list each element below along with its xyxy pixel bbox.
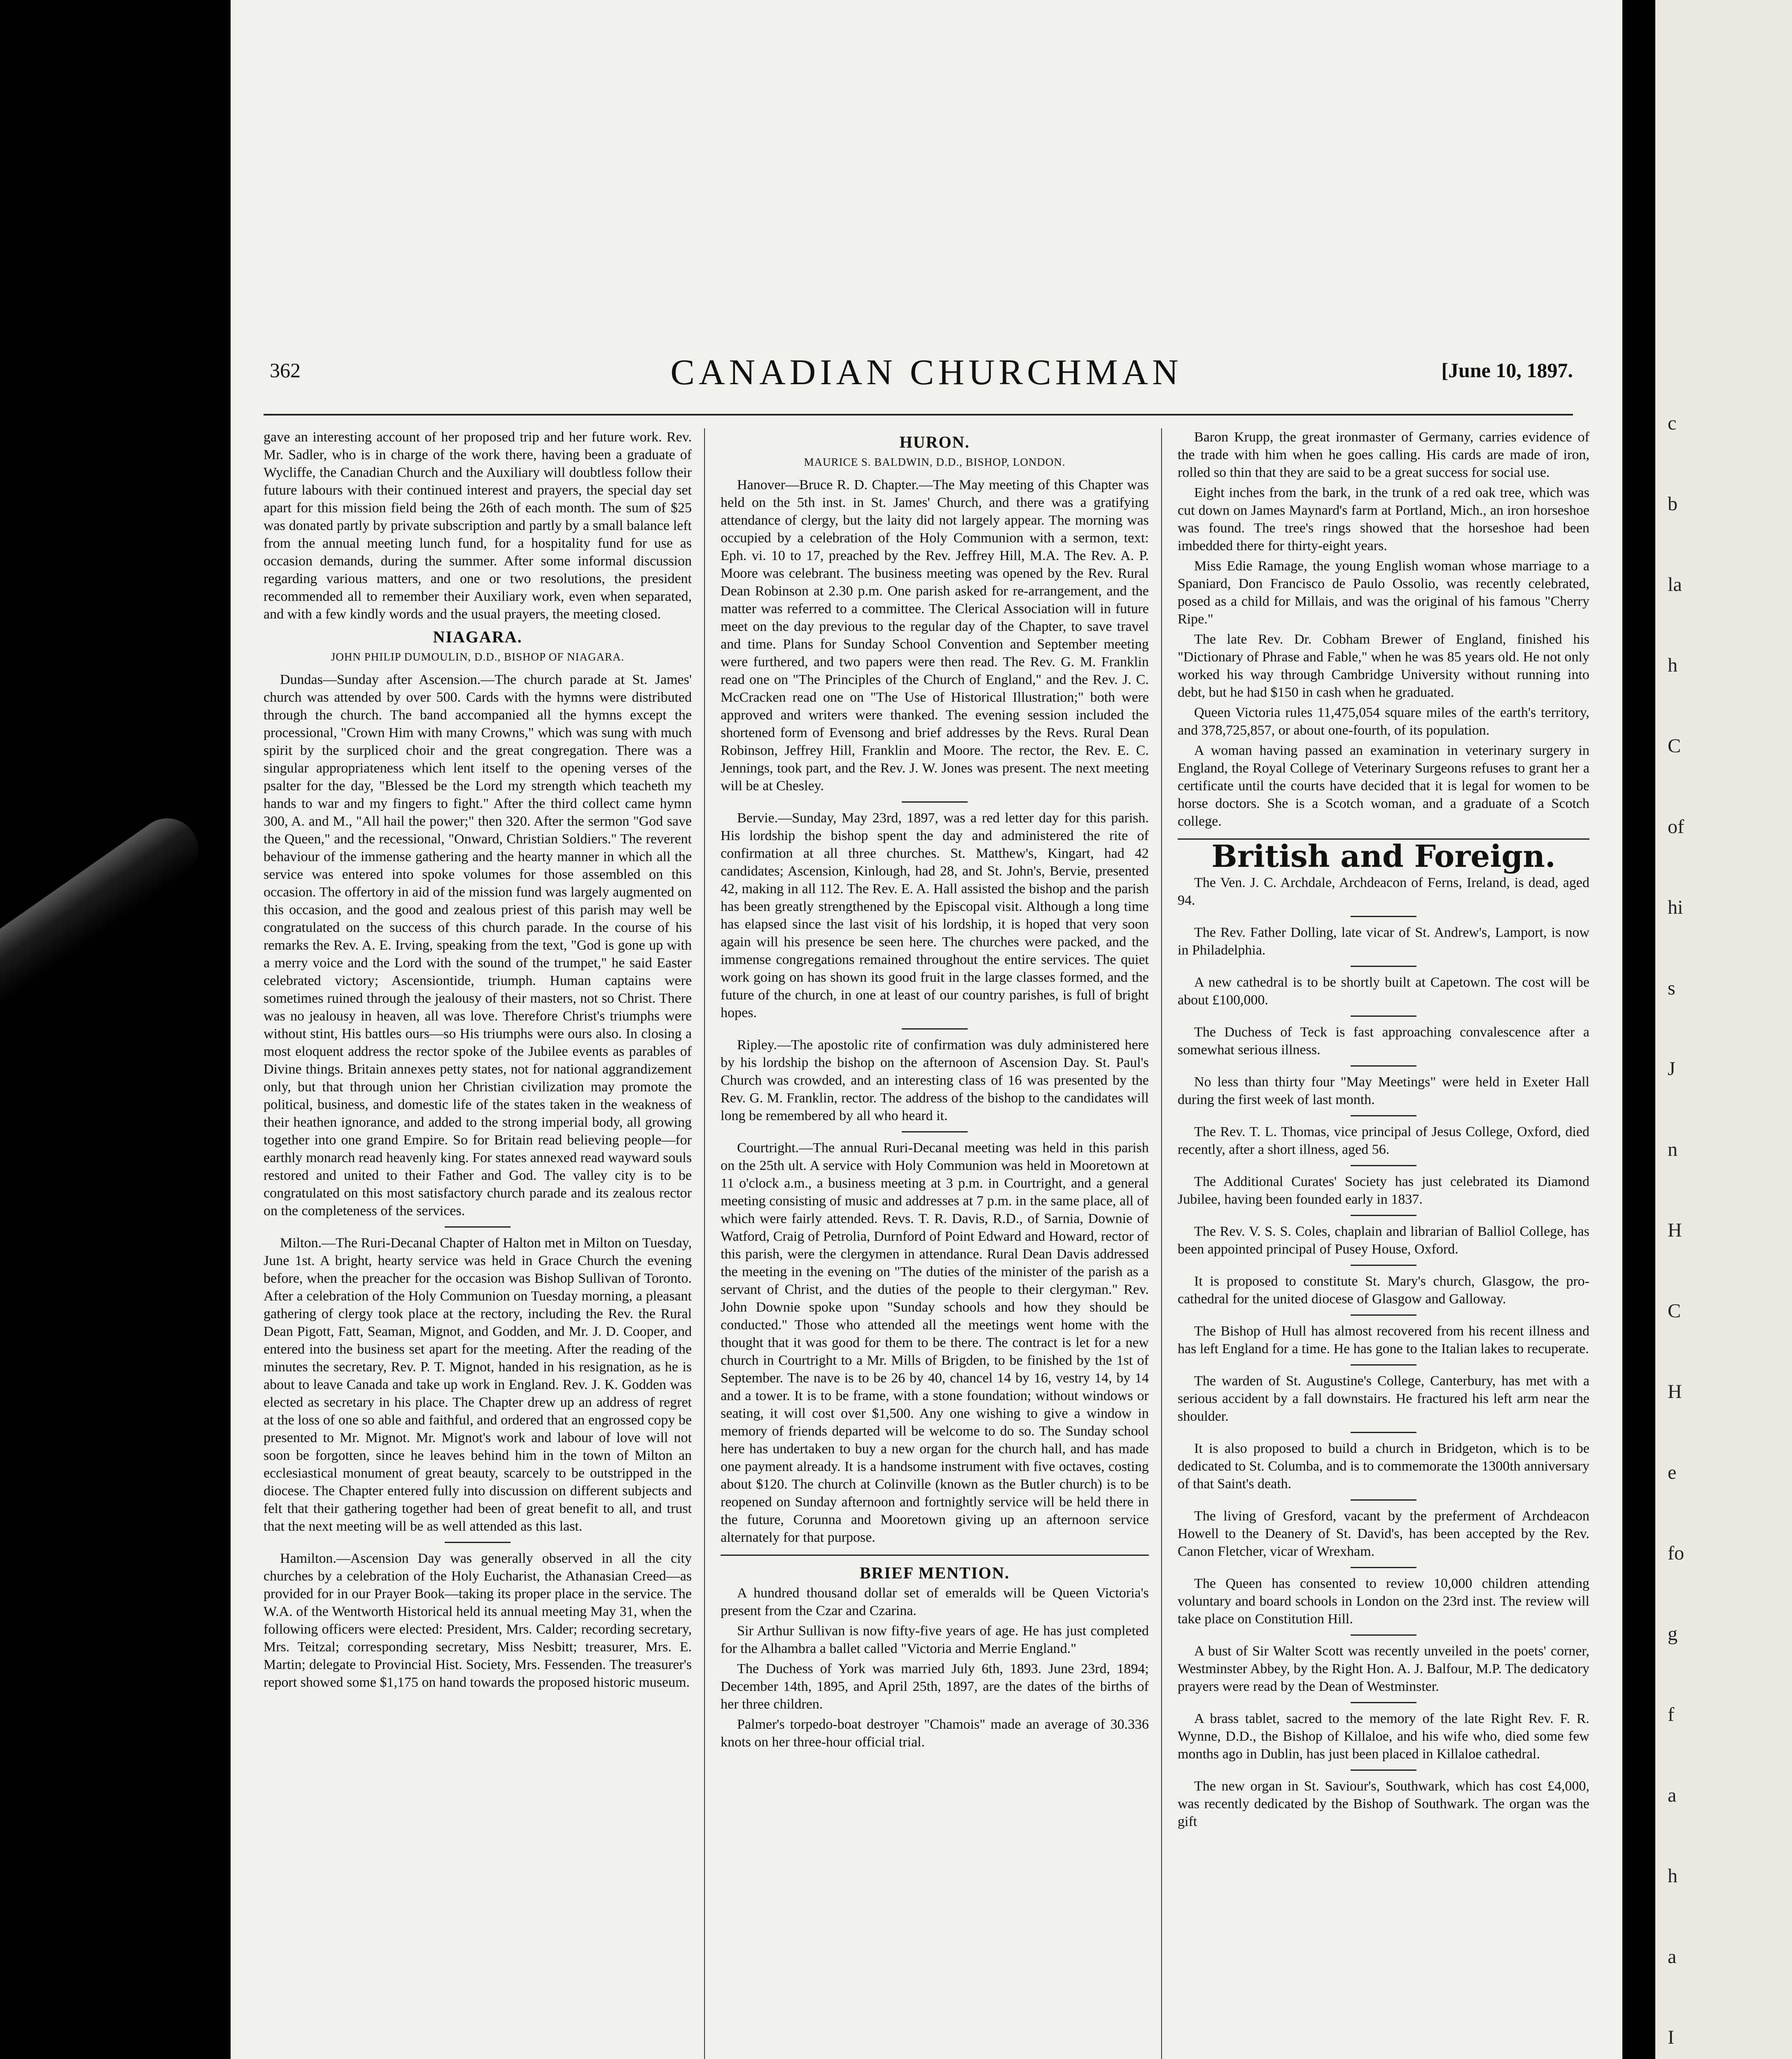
separator [1351,1432,1416,1433]
newspaper-page [231,0,1622,2059]
header-rule [264,414,1573,416]
british-foreign-list [1178,874,1589,1830]
facing-page-fragment: g [1668,1623,1678,1645]
issue-date: [June 10, 1897. [1441,359,1573,382]
facing-page-fragment: n [1668,1139,1678,1160]
bf-item: The living of Gresford, vacant by the preferment of Archdeacon Howell to the Deanery of St. David's, has been accepted by the Rev. Canon Fletcher, vicar of Wrexham. [1178,1508,1589,1559]
brief-item: Miss Edie Ramage, the young English woman whose marriage to a Spaniard, Don Francisco de Paulo Ossolio, was recently celebrated, posed as a child for Millais, and was the original of his famous "Cherry Ripe." [1178,558,1589,627]
section-title-brief-mention: BRIEF MENTION. [859,1564,1010,1582]
separator [1351,1702,1416,1703]
facing-page-fragment: f [1668,1704,1674,1725]
bf-item: The Rev. T. L. Thomas, vice principal of Jesus College, Oxford, died recently, after a short illness, aged 56. [1178,1124,1589,1157]
bf-item: A new cathedral is to be shortly built at Capetown. The cost will be about £100,000. [1178,975,1589,1008]
bf-item: The Ven. J. C. Archdale, Archdeacon of Ferns, Ireland, is dead, aged 94. [1178,875,1589,908]
column-rule [1161,428,1162,2059]
page-header [231,354,1622,404]
bf-item: The Duchess of Teck is fast approaching convalescence after a somewhat serious illness. [1178,1025,1589,1058]
separator [1351,1314,1416,1316]
bf-item: The new organ in St. Saviour's, Southwark, which has cost £4,000, was recently dedicated by the Bishop of Southwark. The organ was the gift [1178,1779,1589,1829]
facing-page-edge [1655,0,1792,2059]
facing-page-fragment: J [1668,1058,1675,1080]
separator [1351,1364,1416,1366]
bf-item: A bust of Sir Walter Scott was recently unveiled in the poets' corner, Westminster Abbey, by the Right Hon. A. J. Balfour, M.P. The dedicatory prayers were read by the Dean of Westminster. [1178,1643,1589,1694]
brief-item: A hundred thousand dollar set of emeralds will be Queen Victoria's present from the Czar and Czarina. [721,1585,1149,1618]
separator [1351,1567,1416,1568]
section-title-niagara: NIAGARA. [433,628,523,646]
article-hanover: Hanover—Bruce R. D. Chapter.—The May meeting of this Chapter was held on the 5th inst. in St. James' Church, and there was a gratifying attendance of clergy, but the laity did not largely appear. The morning was occupied by a celebration of the Holy Communion with a sermon, text: Eph. vi. 10 to 17, preached by the Rev. Jeffrey Hill, M.A. The Rev. A. P. Moore was celebrant. The business meeting was opened by the Rev. Rural Dean Robinson at 2.30 p.m. One parish asked for re-arrangement, and the matter was referred to a committee. The Clerical Association will in future meet on the day previous to the regular day of the Chapter, to save travel and time. Plans for Sunday School Convention and September meeting were furthered, and two papers were then read. The Rev. G. M. Franklin read one on "The Principles of the Church of England," and the Rev. J. C. McCracken read one on "The Use of Historical Illustration;" both were approved and writers were thanked. The evening session included the shortened form of Evensong and brief addresses by the Revs. Rural Dean Robinson, Jeffrey Hill, Franklin and Moore. The rector, the Rev. E. C. Jennings, took part, and the Rev. J. W. Jones was present. The next meeting will be at Chesley. [721,477,1149,794]
separator [902,1028,968,1030]
section-title-huron: HURON. [899,433,970,451]
brief-item: The Duchess of York was married July 6th, 1893. June 23rd, 1894; December 14th, 1895, and April 25th, 1897, are the dates of the births of her three children. [721,1661,1149,1712]
separator [1351,1215,1416,1216]
separator [1351,916,1416,917]
bishop-line-niagara: JOHN PHILIP DUMOULIN, D.D., BISHOP OF NIAGARA. [331,651,625,663]
separator [1351,1499,1416,1501]
separator [1351,1770,1416,1771]
facing-page-fragment: a [1668,1784,1677,1806]
bf-item: The Additional Curates' Society has just celebrated its Diamond Jubilee, having been founded early in 1837. [1178,1174,1589,1207]
facing-page-fragment: hi [1668,896,1683,918]
bf-item: The Bishop of Hull has almost recovered from his recent illness and has left England for a time. He has gone to the Italian lakes to recuperate. [1178,1324,1589,1356]
separator [1351,1065,1416,1067]
separator [445,1542,511,1543]
facing-page-fragment: s [1668,977,1675,999]
brief-item: Palmer's torpedo-boat destroyer "Chamois" made an average of 30.336 knots on her three-hour official trial. [721,1717,1149,1750]
bf-item: No less than thirty four "May Meetings" were held in Exeter Hall during the first week of last month. [1178,1074,1589,1107]
bf-item: A brass tablet, sacred to the memory of the late Right Rev. F. R. Wynne, D.D., the Bishop of Killaloe, and his wife who, died some few months ago in Dublin, has just been placed in Killaloe cathedral. [1178,1711,1589,1762]
facing-page-fragment: h [1668,654,1678,676]
separator [902,801,968,803]
facing-page-fragment: H [1668,1381,1682,1403]
bf-item: It is proposed to constitute St. Mary's church, Glasgow, the pro-cathedral for the united diocese of Glasgow and Galloway. [1178,1274,1589,1307]
separator [902,1131,968,1132]
facing-page-fragment: of [1668,816,1684,838]
separator [1351,1165,1416,1166]
facing-page-fragment: fo [1668,1542,1684,1564]
facing-page-fragment: H [1668,1219,1682,1241]
brief-item: Eight inches from the bark, in the trunk of a red oak tree, which was cut down on James Maynard's farm at Portland, Mich., an iron horseshoe was found. The tree's rings showed that the horseshoe had been imbedded there for thirty-eight years. [1178,485,1589,553]
facing-page-fragment: a [1668,1946,1677,1968]
brief-item: Sir Arthur Sullivan is now fifty-five years of age. He has just completed for the Alhambra a ballet called "Victoria and Merrie England." [721,1623,1149,1656]
article-dundas: Dundas—Sunday after Ascension.—The church parade at St. James' church was attended by over 500. Cards with the hymns were distributed through the church. The band accompanied all the hymns except the processional, "Crown Him with many Crowns," which was sung with much spirit by the surpliced choir and the great congregation. There was a singular appropriateness which lent itself to the opening verses of the psalter for the day, "Blessed be the Lord my strength which teacheth my hands to war and my fingers to fight." After the third collect came hymn 300, A. and M., "All hail the power;" then 320. After the sermon "God save the Queen," and the recessional, "Onward, Christian Soldiers." The reverent behaviour of the immense gathering and the hearty manner in which all the service was entered into spoke volumes for those assembled on this occasion. The offertory in aid of the mission fund was largely augmented on this occasion, and the good and zealous priest of this parish may well be congratulated on the success of this church parade. In the course of his remarks the Rev. A. E. Irving, speaking from the text, "God is gone up with a merry voice and the Lord with the sound of the trumpet," he said Easter celebrated victory; Ascensiontide, triumph. Human captains were sometimes ruined through the jealousy of their masters, not so Christ. There was no jealousy in heaven, all was love. Therefore Christ's triumphs were without stint, His battles ours—so His triumphs were ours also. In closing a most eloquent address the rector spoke of the Jubilee events as parables of Divine things. Britain annexes petty states, not for national aggrandizement only, but that through union her Christian civilization may promote the political, business, and domestic life of the states taken in the weakness of their heathen ignorance, and added to the strong imperial body, all growing together into one grand Empire. So for Britain read believing people—for earthly monarch read heavenly king. For states annexed read wayward souls restored and united to their Father and God. The valley city is to be congratulated on this most satisfactory church parade and its zealous rector on the completeness of the services. [264,672,692,1219]
column-2 [721,428,1149,1753]
bf-item: It is also proposed to build a church in Bridgeton, which is to be dedicated to St. Columba, and is to commemorate the 1300th anniversary of that Saint's death. [1178,1441,1589,1492]
bishop-line-huron: MAURICE S. BALDWIN, D.D., BISHOP, LONDON. [804,456,1066,468]
section-title-british-foreign: British and Foreign. [1211,839,1556,874]
brief-item: Baron Krupp, the great ironmaster of Germany, carries evidence of the trade with him when he goes calling. His cards are made of iron, rolled so thin that they are said to be a great success for social use. [1178,430,1589,480]
bf-item: The Rev. V. S. S. Coles, chaplain and librarian of Balliol College, has been appointed principal of Pusey House, Oxford. [1178,1224,1589,1257]
separator [445,1226,511,1228]
brief-item: Queen Victoria rules 11,475,054 square miles of the earth's territory, and 378,725,857, or about one-fourth, of its population. [1178,705,1589,738]
facing-page-fragment: C [1668,1300,1681,1322]
page-number: 362 [270,359,301,382]
auxiliary-continuation: gave an interesting account of her proposed trip and her future work. Rev. Mr. Sadler, who is in charge of the work there, having been a graduate of Wycliffe, the Canadian Church and the Auxiliary will doubtless follow their future labours with their continued interest and prayers, the special day set apart for this mission field being the 26th of each month. The sum of $25 was donated partly by private subscription and partly by a small balance left from the annual meeting lunch fund, for a hospitality fund for use as occasion demands, during the summer. After some informal discussion regarding various matters, and one or two resolutions, the president recommended all to remember their Auxiliary work, even when separated, and with a few kindly words and the usual prayers, the meeting closed. [264,430,692,622]
facing-page-fragments [1668,412,1684,2059]
bf-item: The warden of St. Augustine's College, Canterbury, has met with a serious accident by a fall downstairs. He fractured his left arm near the shoulder. [1178,1373,1589,1424]
separator [1351,966,1416,967]
article-bervie: Bervie.—Sunday, May 23rd, 1897, was a red letter day for this parish. His lordship the bishop spent the day and administered the rite of confirmation at all three churches. St. Matthew's, Kingart, had 42 candidates; Ascension, Kinlough, had 28, and St. John's, Bervie, presented 42, making in all 112. The Rev. E. A. Hall assisted the bishop and the parish has been greatly strengthened by the Episcopal visit. Although a long time has elapsed since the last visit of his lordship, it is hoped that very soon again will his presence be seen here. The churches were packed, and the immense congregations remained throughout the entire services. The quiet work going on has shown its good fruit in the large classes formed, and the future of the church, in one at least of our country parishes, is full of bright hopes. [721,810,1149,1020]
article-courtright: Courtright.—The annual Ruri-Decanal meeting was held in this parish on the 25th ult. A service with Holy Communion was held in Mooretown at 11 o'clock a.m., a business meeting at 3 p.m. in Courtright, and a general meeting consisting of music and addresses at 7 p.m. in the same place, all of which were fairly attended. Revs. T. R. Davis, R.D., of Sarnia, Downie of Watford, Craig of Petrolia, Durnford of Point Edward and Howard, rector of this parish, were the clergymen in attendance. Rural Dean Davis addressed the meeting in the evening on "The duties of the minister of the parish as a servant of Christ, and the duties of the people to their clergyman." Rev. John Downie spoke upon "Sunday schools and how they should be conducted." Those who attended all the meetings went home with the thought that it was good for them to be there. The contract is let for a new church in Courtright to a Mr. Mills of Brigden, to be finished by the 1st of September. The nave is to be 26 by 40, chancel 14 by 16, vestry 14, by 14 and a tower. It is to be frame, with a stone foundation; without windows or seating, it will cost over $1,500. Any one wishing to give a window in memory of friends departed will be welcome to do so. The Sunday school here has undertaken to buy a new organ for the church hall, and has made one payment already. It is a handsome instrument with five octaves, costing about $120. The church at Colinville (known as the Butler church) is to be reopened on Sunday afternoon and fortnightly service will be held there in the future, Corunna and Mooretown giving up an afternoon service alternately for that purpose. [721,1140,1149,1545]
facing-page-fragment: b [1668,493,1678,515]
separator [1351,1265,1416,1266]
facing-page-fragment: la [1668,574,1682,595]
article-hamilton: Hamilton.—Ascension Day was generally observed in all the city churches by a celebration of the Holy Eucharist, the Athanasian Creed—as provided for in our Prayer Book—taking its proper place in the service. The W.A. of the Wentworth Historical held its annual meeting May 31, when the following officers were elected: President, Mrs. Calder; recording secretary, Mrs. Teitzal; corresponding secretary, Miss Nesbitt; treasurer, Mrs. E. Martin; delegate to Provincial Hist. Society, Mrs. Fessenden. The treasurer's report showed some $1,175 on hand towards the proposed historic museum. [264,1551,692,1690]
column-3 [1178,428,1589,1833]
article-ripley: Ripley.—The apostolic rite of confirmation was duly administered here by his lordship the bishop on the afternoon of Ascension Day. St. Paul's Church was crowded, and an interesting class of 16 was presented by the Rev. G. M. Franklin, rector. The address of the bishop to the candidates will long be remembered by all who heard it. [721,1037,1149,1123]
column-rule [704,428,705,2059]
facing-page-fragment: C [1668,735,1681,757]
facing-page-fragment: I [1668,2026,1674,2048]
bf-item: The Queen has consented to review 10,000 children attending voluntary and board schools in London on the 23rd inst. The review will take place on Constitution Hill. [1178,1576,1589,1627]
separator [1351,1115,1416,1116]
facing-page-fragment: c [1668,412,1677,434]
facing-page-fragment: e [1668,1461,1677,1483]
column-1 [264,428,692,1691]
facing-page-fragment: h [1668,1865,1678,1887]
bf-item: The Rev. Father Dolling, late vicar of St. Andrew's, Lamport, is now in Philadelphia. [1178,925,1589,958]
section-rule [721,1555,1149,1556]
separator [1351,1015,1416,1017]
brief-item: The late Rev. Dr. Cobham Brewer of England, finished his "Dictionary of Phrase and Fable," when he was 85 years old. He not only worked his way through Cambridge University without running into debt, but he had $150 in cash when he graduated. [1178,632,1589,700]
brief-item: A woman having passed an examination in veterinary surgery in England, the Royal College of Veterinary Surgeons refuses to grant her a certificate until the courts have decided that it is legal for women to be horse doctors. She is a Scotch woman, and a graduate of a Scotch college. [1178,743,1589,829]
separator [1351,1634,1416,1636]
article-milton: Milton.—The Ruri-Decanal Chapter of Halton met in Milton on Tuesday, June 1st. A bright, hearty service was held in Grace Church the evening before, when the preacher for the occasion was Bishop Sullivan of Toronto. After a celebration of the Holy Communion on Tuesday morning, a pleasant gathering of clergy took place at the rectory, including the Rev. the Rural Dean Pigott, Fatt, Seaman, Mignot, and Godden, and Mr. J. D. Cooper, and entered into the business set apart for the meeting. After the reading of the minutes the secretary, Rev. P. T. Mignot, handed in his resignation, as he is about to leave Canada and take up work in England. Rev. J. K. Godden was elected as secretary in his place. The Chapter drew up an address of regret at the loss of one so able and faithful, and ordered that an engrossed copy be presented to Mr. Mignot. Mr. Mignot's work and labour of love will not soon be forgotten, since he leaves behind him in the town of Milton an ecclesiastical monument of great beauty, scarcely to be outstripped in the diocese. The Chapter entered fully into discussion on different subjects and felt that their gathering together had been of great benefit to all, and trust that the next meeting will be as well attended as this last. [264,1235,692,1534]
masthead: CANADIAN CHURCHMAN [670,353,1183,392]
